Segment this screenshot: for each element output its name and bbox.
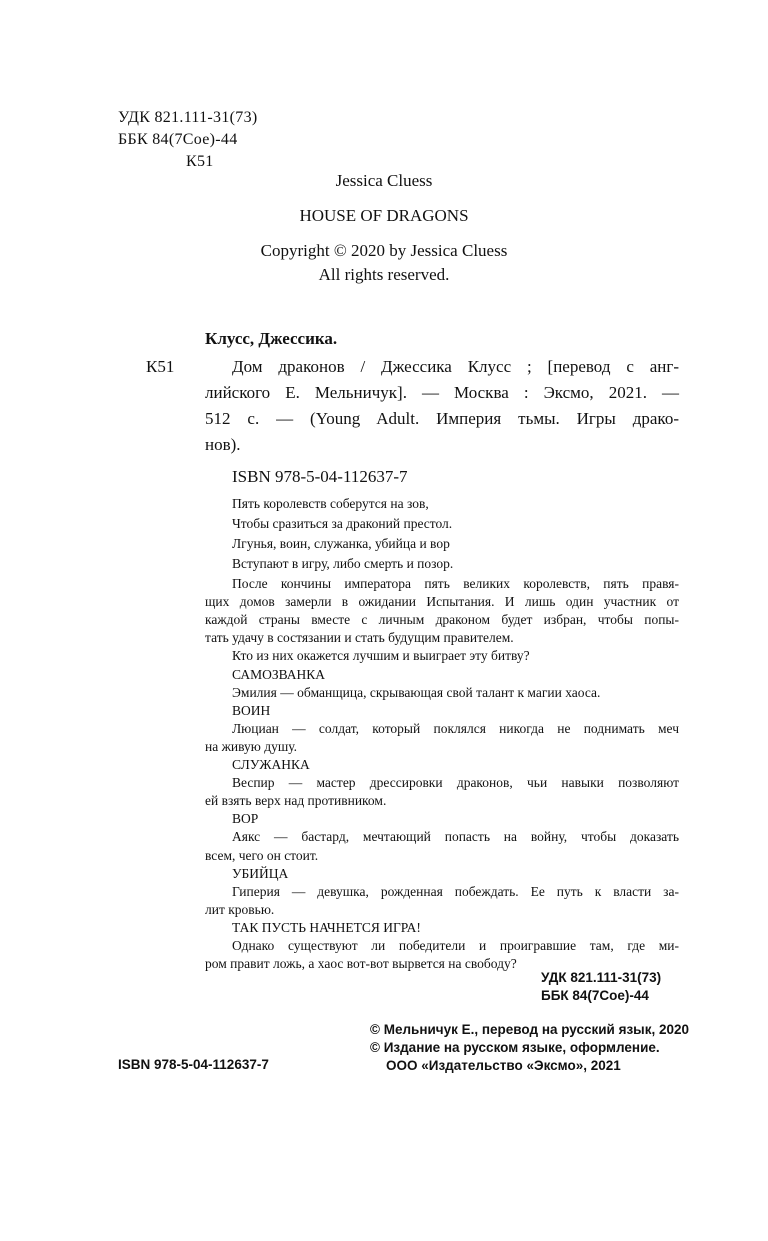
bib-author: Клусс, Джессика.: [205, 329, 338, 348]
annotation-line: Эмилия — обманщица, скрывающая свой талант к магии хаоса.: [232, 684, 601, 700]
annotation-line: ром правит ложь, а хаос вот-вот вырвется на свободу?: [205, 956, 517, 972]
bib-line: 512 с. — (Young Adult. Империя тьмы. Игры драко-: [205, 409, 679, 428]
udk-code-top: УДК 821.111-31(73): [118, 109, 258, 126]
annotation-line: тать удачу в состязании и стать будущим правителем.: [205, 630, 514, 646]
bbk-code-bottom: ББК 84(7Сое)-44: [541, 988, 649, 1003]
annotation-line: всем, чего он стоит.: [205, 847, 319, 863]
annotation-line: УБИЙЦА: [232, 865, 289, 881]
poem-line: Чтобы сразиться за драконий престол.: [232, 516, 453, 531]
poem-line: Вступают в игру, либо смерть и позор.: [232, 556, 454, 571]
bib-isbn: ISBN 978-5-04-112637-7: [232, 467, 408, 486]
author-mark-top: К51: [186, 153, 214, 170]
bib-line: нов).: [205, 435, 241, 454]
original-copyright: Copyright © 2020 by Jessica Cluess: [260, 241, 508, 260]
annotation-line: каждой страны вместе с личным драконом будет избран, чтобы попы-: [205, 612, 679, 628]
annotation-line: СЛУЖАНКА: [232, 757, 310, 772]
poem-line: Пять королевств соберутся на зов,: [232, 496, 429, 511]
original-author: Jessica Cluess: [335, 171, 433, 190]
copyright-edition: © Издание на русском языке, оформление.: [370, 1040, 660, 1055]
annotation-line: Кто из них окажется лучшим и выиграет эту битву?: [232, 648, 530, 664]
annotation-line: лит кровью.: [205, 901, 275, 917]
annotation-line: ей взять верх над противником.: [205, 793, 387, 809]
annotation-line: САМОЗВАНКА: [232, 666, 326, 682]
annotation-line: ВОИН: [232, 702, 271, 718]
annotation-line: на живую душу.: [205, 738, 298, 754]
annotation-line: ТАК ПУСТЬ НАЧНЕТСЯ ИГРА!: [232, 919, 421, 935]
copyright-translation: © Мельничук Е., перевод на русский язык, 2020: [370, 1022, 689, 1037]
annotation-line: щих домов замерли в ожидании Испытания. И лишь один участник от: [205, 594, 679, 610]
annotation-line: После кончины императора пять великих королевств, пять правя-: [232, 576, 679, 591]
annotation-line: ВОР: [232, 811, 259, 827]
bib-line: Дом драконов / Джессика Клусс ; [перевод с анг-: [232, 357, 679, 376]
bib-author-mark: К51: [146, 357, 175, 376]
footer-isbn: ISBN 978-5-04-112637-7: [118, 1057, 269, 1072]
bbk-code-top: ББК 84(7Сое)-44: [118, 131, 238, 148]
copyright-publisher: ООО «Издательство «Эксмо», 2021: [386, 1058, 621, 1073]
bib-line: лийского Е. Мельничук]. — Москва : Эксмо, 2021. —: [205, 383, 679, 402]
poem-line: Лгунья, воин, служанка, убийца и вор: [232, 536, 450, 551]
annotation-line: Веспир — мастер дрессировки драконов, чьи навыки позволяют: [232, 775, 679, 791]
annotation-line: Гиперия — девушка, рожденная побеждать. Ее путь к власти за-: [232, 883, 679, 899]
original-title: HOUSE OF DRAGONS: [299, 206, 469, 225]
udk-code-bottom: УДК 821.111-31(73): [541, 970, 662, 985]
original-rights: All rights reserved.: [318, 265, 450, 284]
annotation-line: Однако существуют ли победители и проигравшие там, где ми-: [232, 938, 679, 953]
annotation-line: Люциан — солдат, который поклялся никогда не поднимать меч: [232, 720, 679, 736]
annotation-line: Аякс — бастард, мечтающий попасть на войну, чтобы доказать: [232, 829, 679, 845]
